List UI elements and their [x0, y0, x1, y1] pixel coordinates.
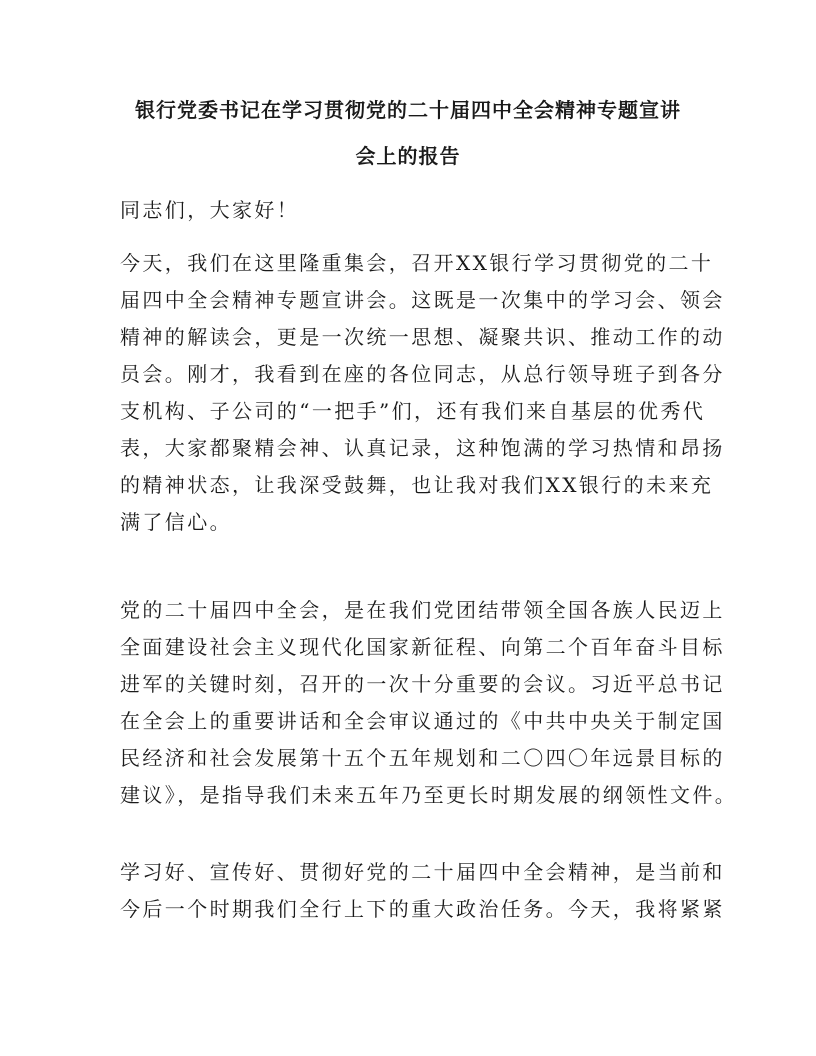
paragraph-line: 今后一个时期我们全行上下的重大政治任务。今天，我将紧紧 [120, 897, 725, 921]
paragraph-line: 届四中全会精神专题宣讲会。这既是一次集中的学习会、领会 [120, 288, 725, 312]
paragraph-line: 在全会上的重要讲话和全会审议通过的《中共中央关于制定国 [120, 709, 725, 733]
paragraph-line: 支机构、子公司的“一把手”们，还有我们来自基层的优秀代 [120, 399, 706, 423]
paragraph-line: 今天，我们在这里隆重集会，召开XX银行学习贯彻党的二十 [120, 251, 714, 275]
paragraph-line: 学习好、宣传好、贯彻好党的二十届四中全会精神，是当前和 [120, 860, 725, 884]
document-title-line-2: 会上的报告 [355, 144, 461, 168]
paragraph-line: 民经济和社会发展第十五个五年规划和二〇四〇年远景目标的 [120, 746, 725, 770]
paragraph-line: 的精神状态，让我深受鼓舞，也让我对我们XX银行的未来充 [120, 473, 714, 497]
paragraph-line: 进军的关键时刻，召开的一次十分重要的会议。习近平总书记 [120, 672, 725, 696]
paragraph-line: 全面建设社会主义现代化国家新征程、向第二个百年奋斗目标 [120, 635, 725, 659]
document-title-line-1: 银行党委书记在学习贯彻党的二十届四中全会精神专题宣讲 [135, 98, 681, 122]
paragraph-line: 表，大家都聚精会神、认真记录，这种饱满的学习热情和昂扬 [120, 436, 725, 460]
paragraph-line: 建议》，是指导我们未来五年乃至更长时期发展的纲领性文件。 [120, 783, 738, 807]
paragraph-line: 党的二十届四中全会，是在我们党团结带领全国各族人民迈上 [120, 598, 725, 622]
paragraph-line: 员会。刚才，我看到在座的各位同志，从总行领导班子到各分 [120, 362, 725, 386]
greeting: 同志们，大家好！ [120, 198, 300, 222]
paragraph-line: 精神的解读会，更是一次统一思想、凝聚共识、推动工作的动 [120, 325, 725, 349]
paragraph-line: 满了信心。 [120, 510, 232, 534]
